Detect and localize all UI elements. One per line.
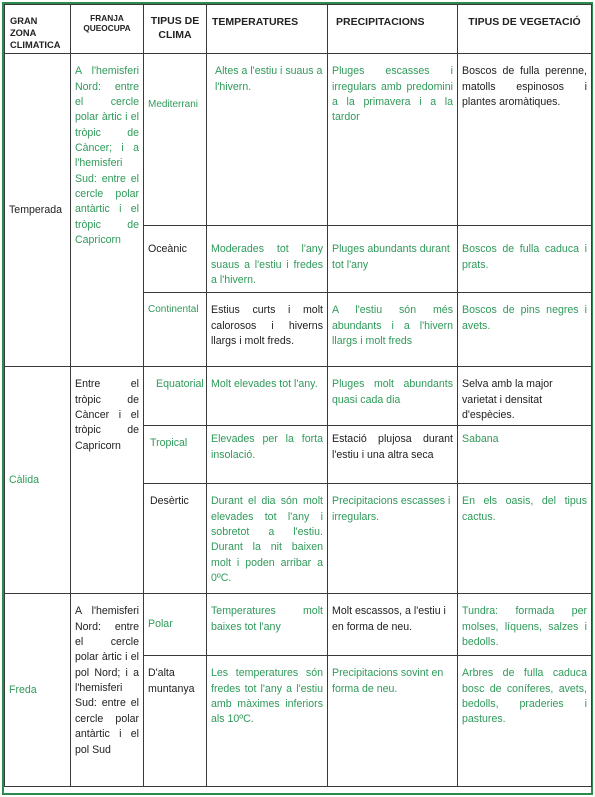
clima-cell: D'alta muntanya bbox=[144, 656, 207, 787]
zone-cell-freda: Freda bbox=[5, 594, 71, 787]
prec-cell: Pluges abundants durant tot l'any bbox=[328, 226, 458, 293]
header-temperatures: TEMPERATURES bbox=[207, 5, 328, 54]
prec-cell: Estació plujosa durant l'estiu i una altra seca bbox=[328, 426, 458, 484]
veg-cell: Boscos de pins negres i avets. bbox=[458, 293, 592, 367]
climate-table bbox=[4, 4, 592, 787]
header-tipus-clima: TIPUS DE CLIMA bbox=[144, 5, 207, 54]
zone-cell-calida: Càlida bbox=[5, 367, 71, 594]
temp-cell: Estius curts i molt calorosos i hiverns llargs i molt freds. bbox=[207, 293, 328, 367]
franja-cell-calida: Entre el tròpic de Càncer i el tròpic de Capricorn bbox=[71, 367, 144, 594]
clima-cell: Continental bbox=[144, 293, 207, 367]
prec-cell: Molt escassos, a l'estiu i en forma de neu. bbox=[328, 594, 458, 656]
zone-cell-temperada: Temperada bbox=[5, 54, 71, 367]
prec-cell: A l'estiu són més abundants i a l'hivern llargs i molt freds bbox=[328, 293, 458, 367]
prec-cell: Pluges escasses i irregulars amb predomini a la primavera i a la tardor bbox=[328, 54, 458, 226]
clima-cell: Polar bbox=[144, 594, 207, 656]
temp-cell: Moderades tot l'any suaus a l'estiu i fredes a l'hivern. bbox=[207, 226, 328, 293]
temp-cell: Molt elevades tot l'any. bbox=[207, 367, 328, 426]
header-zone: GRAN ZONA CLIMATICA bbox=[5, 5, 71, 54]
header-franja: FRANJA QUEOCUPA bbox=[71, 5, 144, 54]
header-precipitacions: PRECIPITACIONS bbox=[328, 5, 458, 54]
temp-cell: Les temperatures són fredes tot l'any a l'estiu amb màximes inferiors als 10ºC. bbox=[207, 656, 328, 787]
prec-cell: Precipitacions escasses i irregulars. bbox=[328, 484, 458, 594]
clima-cell: Tropical bbox=[144, 426, 207, 484]
veg-cell: Boscos de fulla perenne, matolls espinosos i plantes aromàtiques. bbox=[458, 54, 592, 226]
veg-cell: Arbres de fulla caduca bosc de coníferes, avets, bedolls, praderies i pastures. bbox=[458, 656, 592, 787]
header-vegetacio: TIPUS DE VEGETACIÓ bbox=[458, 5, 592, 54]
clima-cell: Oceànic bbox=[144, 226, 207, 293]
veg-cell: Boscos de fulla caduca i prats. bbox=[458, 226, 592, 293]
header-row bbox=[5, 5, 592, 54]
veg-cell: Tundra: formada per molses, líquens, salzes i bedolls. bbox=[458, 594, 592, 656]
temp-cell: Durant el dia són molt elevades tot l'any i sobretot a l'estiu. Durant la nit baixen molt i poden arribar a 0ºC. bbox=[207, 484, 328, 594]
veg-cell: Sabana bbox=[458, 426, 592, 484]
table-row bbox=[5, 594, 592, 656]
temp-cell: Elevades per la forta insolació. bbox=[207, 426, 328, 484]
clima-cell: Equatorial bbox=[144, 367, 207, 426]
table-row bbox=[5, 54, 592, 226]
franja-cell-freda: A l'hemisferi Nord: entre el cercle polar àrtic i el pol Nord; i a l'hemisferi Sud: entre el cercle polar antàrtic i el pol Sud bbox=[71, 594, 144, 787]
veg-cell: Selva amb la major varietat i densitat d'espècies. bbox=[458, 367, 592, 426]
temp-cell: Temperatures molt baixes tot l'any bbox=[207, 594, 328, 656]
temp-cell: Altes a l'estiu i suaus a l'hivern. bbox=[207, 54, 328, 226]
veg-cell: En els oasis, del tipus cactus. bbox=[458, 484, 592, 594]
franja-cell-temperada: A l'hemisferi Nord: entre el cercle polar àrtic i el tròpic de Càncer; i a l'hemisferi Sud: entre el cercle polar antàrtic i el tròpic de Capricorn bbox=[71, 54, 144, 367]
clima-cell: Mediterrani bbox=[144, 54, 207, 226]
clima-cell: Desèrtic bbox=[144, 484, 207, 594]
prec-cell: Pluges molt abundants quasi cada dia bbox=[328, 367, 458, 426]
table-row bbox=[5, 367, 592, 426]
prec-cell: Precipitacions sovint en forma de neu. bbox=[328, 656, 458, 787]
